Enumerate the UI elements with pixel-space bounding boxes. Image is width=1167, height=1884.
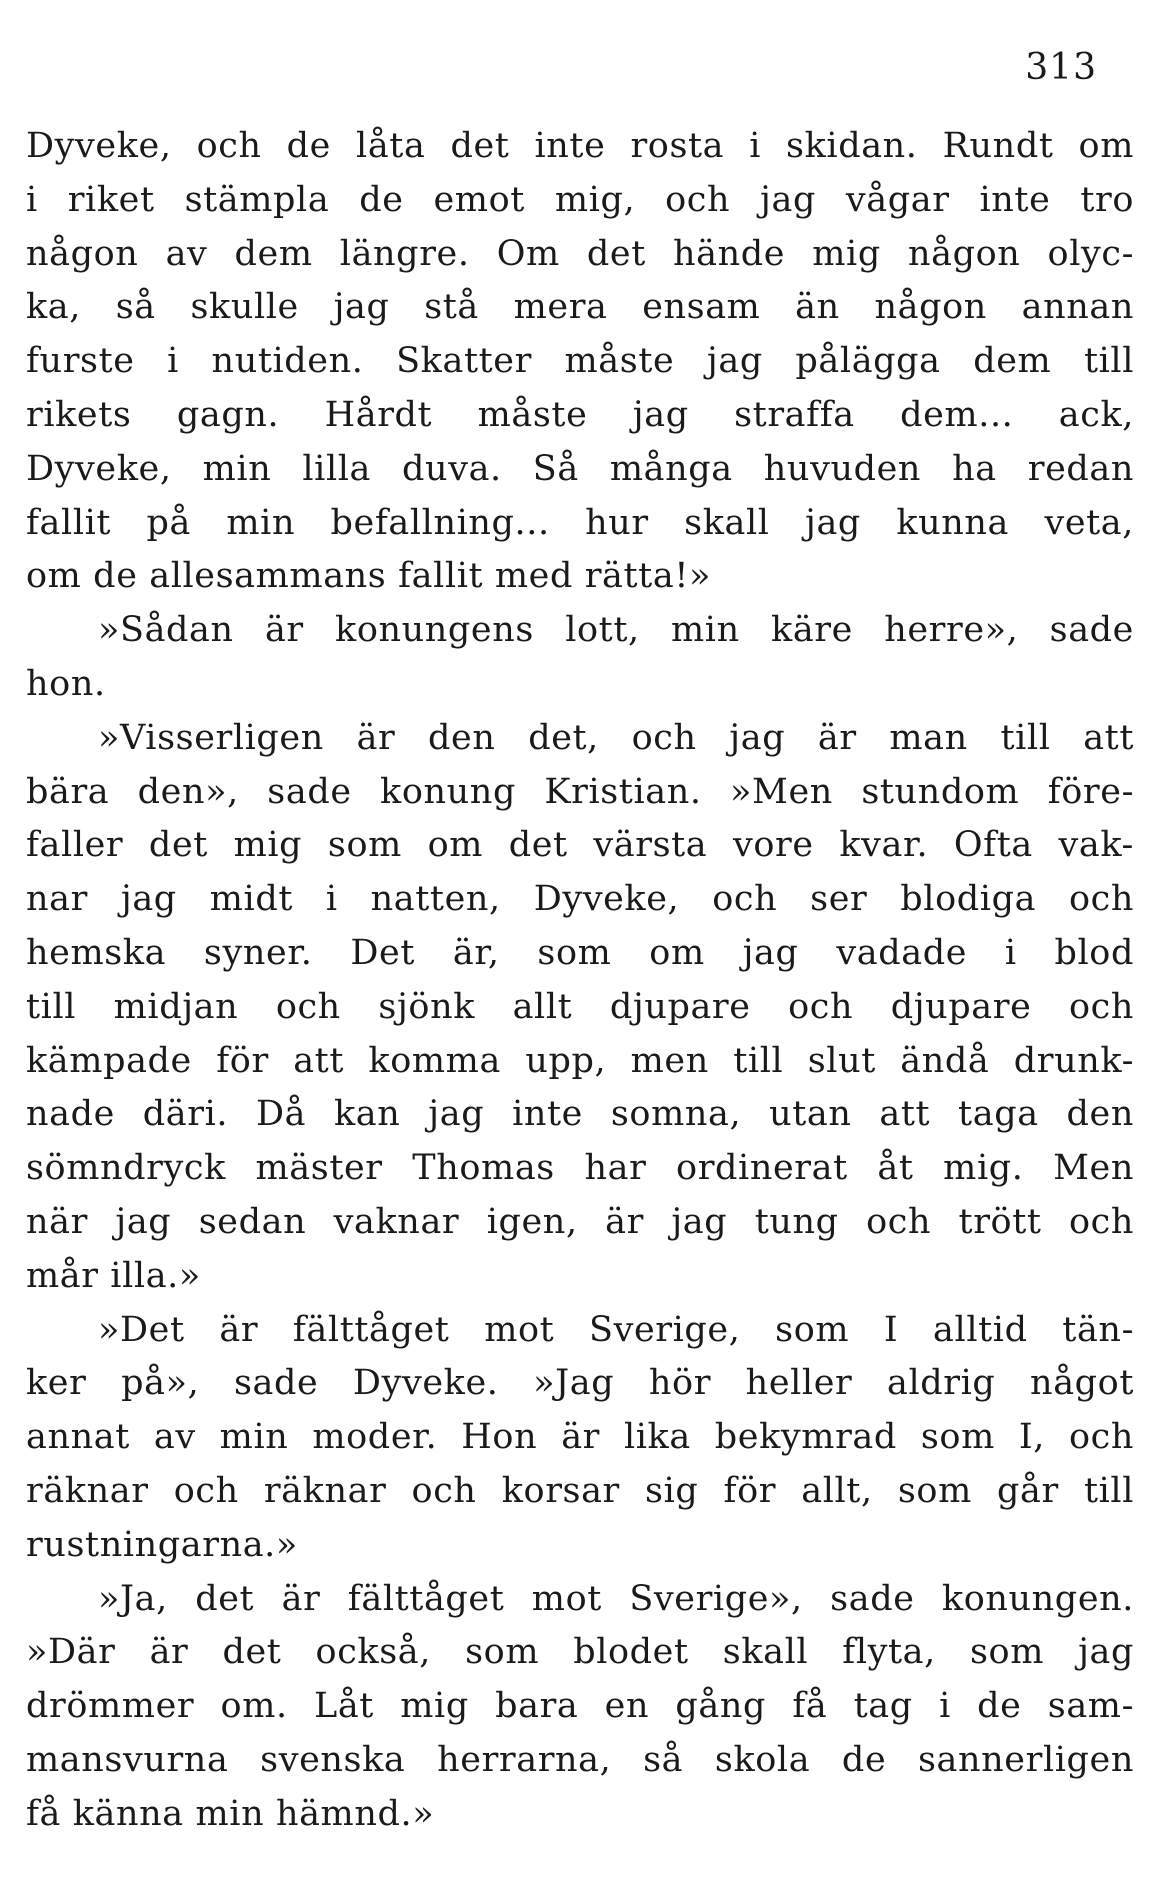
text-line: ker på», sade Dyveke. »Jag hör heller aldrig något [26,1363,1134,1404]
text-line: räknar och räknar och korsar sig för allt, som går till [26,1470,1134,1511]
body-text [26,120,1134,1842]
text-line: »Där är det också, som blodet skall flyta, som jag [26,1632,1134,1673]
text-line: få känna min hämnd.» [26,1793,435,1834]
text-line: mår illa.» [26,1255,201,1296]
text-line: hemska syner. Det är, som om jag vadade i blod [26,932,1134,973]
text-line: rikets gagn. Hårdt måste jag straffa dem... ack, [26,394,1134,435]
text-line: annat av min moder. Hon är lika bekymrad som I, och [26,1417,1134,1458]
page-number: 313 [1025,47,1097,88]
text-line: »Sådan är konungens lott, min käre herre», sade [98,610,1134,651]
text-line: till midjan och sjönk allt djupare och djupare och [26,986,1134,1027]
text-line: rustningarna.» [26,1524,298,1565]
text-line: furste i nutiden. Skatter måste jag pålägga dem till [26,341,1134,382]
text-line: någon av dem längre. Om det hände mig någon olyc- [26,233,1134,274]
text-line: nar jag midt i natten, Dyveke, och ser blodiga och [26,879,1134,920]
text-line: Dyveke, och de låta det inte rosta i skidan. Rundt om [26,126,1134,166]
text-line: »Visserligen är den det, och jag är man till att [98,717,1134,758]
text-line: kämpade för att komma upp, men till slut ändå drunk- [26,1040,1134,1081]
text-line: när jag sedan vaknar igen, är jag tung och trött och [26,1201,1134,1242]
text-line: »Det är fälttåget mot Sverige, som I alltid tän- [98,1309,1134,1350]
text-line: faller det mig som om det värsta vore kvar. Ofta vak- [26,825,1134,866]
text-line: bära den», sade konung Kristian. »Men stundom före- [26,771,1134,812]
text-line: nade däri. Då kan jag inte somna, utan att taga den [26,1094,1134,1135]
text-line: i riket stämpla de emot mig, och jag vågar inte tro [26,179,1134,220]
text-line: sömndryck mäster Thomas har ordinerat åt mig. Men [26,1148,1134,1189]
text-line: om de allesammans fallit med rätta!» [26,556,711,597]
text-line: drömmer om. Låt mig bara en gång få tag i de sam- [26,1686,1134,1727]
text-line: mansvurna svenska herrarna, så skola de sannerligen [26,1739,1134,1780]
text-line: Dyveke, min lilla duva. Så många huvuden ha redan [26,448,1134,489]
text-line: »Ja, det är fälttåget mot Sverige», sade konungen. [98,1578,1134,1619]
text-line: ka, så skulle jag stå mera ensam än någon annan [26,287,1134,328]
text-line: fallit på min befallning... hur skall jag kunna veta, [26,502,1134,543]
text-line: hon. [26,663,106,704]
